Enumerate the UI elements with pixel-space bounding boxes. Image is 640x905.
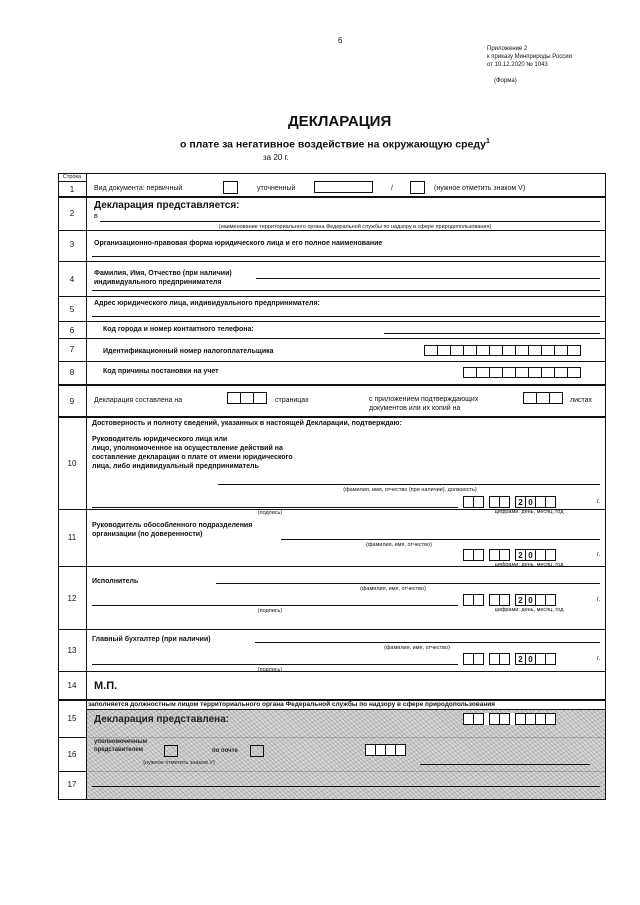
kpp-cell[interactable] [515, 367, 529, 378]
doc-type-label: Вид документа: первичный [94, 185, 183, 192]
submission-date-boxes[interactable] [464, 713, 556, 725]
head-signature-line[interactable] [92, 507, 458, 508]
inn-cell[interactable] [437, 345, 451, 356]
inn-cell[interactable] [476, 345, 490, 356]
official-notes-line[interactable] [92, 786, 600, 787]
chief-accountant-signature-caption: (подпись) [257, 667, 283, 673]
pages-cell-3[interactable] [253, 392, 267, 404]
row-number-1: 1 [69, 185, 75, 194]
inn-cell[interactable] [515, 345, 529, 356]
representative-label-1: уполномоченным [94, 739, 148, 745]
sheets-cell-1[interactable] [523, 392, 537, 404]
attachments-line-1: с приложением подтверждающих [369, 396, 479, 403]
page-title: ДЕКЛАРАЦИЯ [288, 113, 392, 130]
executor-signature-caption: (подпись) [257, 608, 283, 614]
slash-separator: / [391, 185, 393, 192]
row-number-3: 3 [69, 240, 75, 249]
inn-cell[interactable] [463, 345, 477, 356]
appendix-line-1: Приложение 2 [487, 46, 528, 52]
address-line[interactable] [92, 316, 600, 317]
org-form-label: Организационно-правовая форма юридического лица и его полное наименование [94, 240, 383, 247]
seal-label: М.П. [94, 680, 118, 692]
registration-number-boxes[interactable] [366, 744, 406, 756]
sheets-word: листах [570, 397, 593, 404]
mark-note: (нужное отметить знаком V) [434, 185, 526, 192]
row-number-7: 7 [69, 345, 75, 354]
appendix-line-3: от 10.12.2020 № 1043 [487, 62, 548, 68]
branch-head-date-year-suffix: г. [597, 552, 601, 558]
row-number-9: 9 [69, 397, 75, 406]
submitted-to-prefix: в [94, 213, 98, 220]
branch-head-date-boxes[interactable]: 2 0 [464, 549, 556, 561]
inn-cell[interactable] [541, 345, 555, 356]
address-label: Адрес юридического лица, индивидуального предпринимателя: [94, 300, 320, 307]
executor-date-year-suffix: г. [597, 597, 601, 603]
registration-line[interactable] [420, 764, 590, 765]
row-number-13: 13 [67, 646, 77, 655]
row-number-11: 11 [67, 533, 77, 542]
authority-caption: (наименование территориального органа Федеральной службы по надзору в сфере природопользования) [218, 224, 492, 230]
kpp-cell[interactable] [502, 367, 516, 378]
row-number-10: 10 [67, 459, 77, 468]
executor-name-line[interactable] [216, 583, 600, 584]
kpp-cell[interactable] [567, 367, 581, 378]
chief-accountant-name-line[interactable] [255, 642, 600, 643]
chief-accountant-date-boxes[interactable]: 2 0 [464, 653, 556, 665]
inn-cell[interactable] [450, 345, 464, 356]
chief-accountant-name-caption: (фамилия, имя, отчество) [384, 645, 450, 651]
row-header: Строка [62, 174, 82, 180]
kpp-cell[interactable] [554, 367, 568, 378]
head-name-caption: (фамилия, имя, отчество (при наличии), должность) [343, 487, 477, 493]
branch-head-date-caption: цифрами: день, месяц, год [494, 562, 564, 568]
branch-head-text-1: Руководитель обособленного подразделения [92, 522, 253, 529]
kpp-cell[interactable] [541, 367, 555, 378]
row-number-6: 6 [69, 326, 75, 335]
pages-cell-2[interactable] [240, 392, 254, 404]
kpp-cell[interactable] [528, 367, 542, 378]
row-number-15: 15 [67, 714, 77, 723]
authority-name-line[interactable] [100, 221, 600, 222]
head-text-3: составление декларации о плате от имени юридического [92, 454, 293, 461]
primary-checkbox[interactable] [223, 181, 238, 194]
row-number-14: 14 [67, 681, 77, 690]
kpp-label: Код причины постановки на учет [103, 368, 219, 375]
submitted-label: Декларация представлена: [94, 714, 230, 725]
page-subtitle: о плате за негативное воздействие на окружающую среду$^1$ [180, 138, 490, 151]
executor-label: Исполнитель [92, 578, 139, 585]
submitted-to-label: Декларация представляется: [94, 200, 240, 211]
entrepreneur-name-label-1: Фамилия, Имя, Отчество (при наличии) [94, 270, 232, 277]
branch-head-text-2: организации (по доверенности) [92, 531, 203, 538]
pages-word: страницах [275, 397, 309, 404]
submission-method-caption: (нужное отметить знаком V) [143, 760, 215, 766]
row-number-2: 2 [69, 209, 75, 218]
head-name-line[interactable] [218, 484, 600, 485]
head-date-boxes[interactable]: 2 0 [464, 496, 556, 508]
executor-signature-line[interactable] [92, 605, 458, 606]
sheets-cell-3[interactable] [549, 392, 563, 404]
head-date-caption: цифрами: день, месяц, год [494, 509, 564, 515]
kpp-cell[interactable] [476, 367, 490, 378]
branch-head-name-caption: (фамилия, имя, отчество) [366, 542, 432, 548]
kpp-cell[interactable] [463, 367, 477, 378]
chief-accountant-date-year-suffix: г. [597, 656, 601, 662]
pages-cell-1[interactable] [227, 392, 241, 404]
chief-accountant-signature-line[interactable] [92, 664, 458, 665]
inn-cell[interactable] [489, 345, 503, 356]
inn-cell[interactable] [567, 345, 581, 356]
inn-cell[interactable] [528, 345, 542, 356]
clarified-number-field[interactable] [314, 181, 373, 193]
head-text-4: лица, либо индивидуальный предприниматель [92, 463, 259, 470]
row-number-16: 16 [67, 750, 77, 759]
head-signature-caption: (подпись) [257, 510, 283, 516]
clarified-checkbox[interactable] [410, 181, 425, 194]
executor-name-caption: (фамилия, имя, отчество) [360, 586, 426, 592]
kpp-cell[interactable] [489, 367, 503, 378]
by-mail-label: по почте [212, 748, 238, 754]
row-number-5: 5 [69, 305, 75, 314]
inn-cell[interactable] [554, 345, 568, 356]
representative-label-2: представителем [94, 747, 144, 753]
row-number-8: 8 [69, 368, 75, 377]
chief-accountant-label: Главный бухгалтер (при наличии) [92, 636, 211, 643]
clarified-label: уточненный [257, 185, 296, 192]
inn-label: Идентификационный номер налогоплательщика [103, 348, 274, 355]
page-number: 6 [338, 36, 343, 45]
official-use-header: заполняется должностным лицом территориального органа Федеральной службы по надзору в сфере природопользования [88, 701, 496, 708]
form-label: (Форма) [494, 78, 517, 84]
phone-label: Код города и номер контактного телефона: [103, 326, 254, 333]
row-number-4: 4 [69, 275, 75, 284]
entrepreneur-name-line[interactable] [256, 278, 600, 279]
pages-label: Декларация составлена на [94, 397, 183, 404]
phone-line[interactable] [384, 333, 600, 334]
inn-cell[interactable] [424, 345, 438, 356]
inn-cell[interactable] [502, 345, 516, 356]
executor-date-boxes[interactable]: 2 0 [464, 594, 556, 606]
entrepreneur-name-label-2: индивидуального предпринимателя [94, 279, 222, 286]
confirm-header: Достоверность и полноту сведений, указанных в настоящей Декларации, подтверждаю: [92, 420, 402, 427]
attachments-line-2: документов или их копий на [369, 405, 461, 412]
representative-checkbox[interactable] [164, 745, 178, 757]
year-line: за 20 г. [263, 153, 289, 162]
sheets-cell-2[interactable] [536, 392, 550, 404]
row-number-17: 17 [67, 780, 77, 789]
by-mail-checkbox[interactable] [250, 745, 264, 757]
org-name-line[interactable] [92, 256, 600, 257]
executor-date-caption: цифрами: день, месяц, год [494, 607, 564, 613]
branch-head-name-line[interactable] [281, 539, 600, 540]
head-text-1: Руководитель юридического лица или [92, 436, 228, 443]
head-date-year-suffix: г. [597, 499, 601, 505]
head-text-2: лицо, уполномоченное на осуществление действий на [92, 445, 283, 452]
appendix-line-2: к приказу Минприроды России [487, 54, 573, 60]
row-number-12: 12 [67, 594, 77, 603]
